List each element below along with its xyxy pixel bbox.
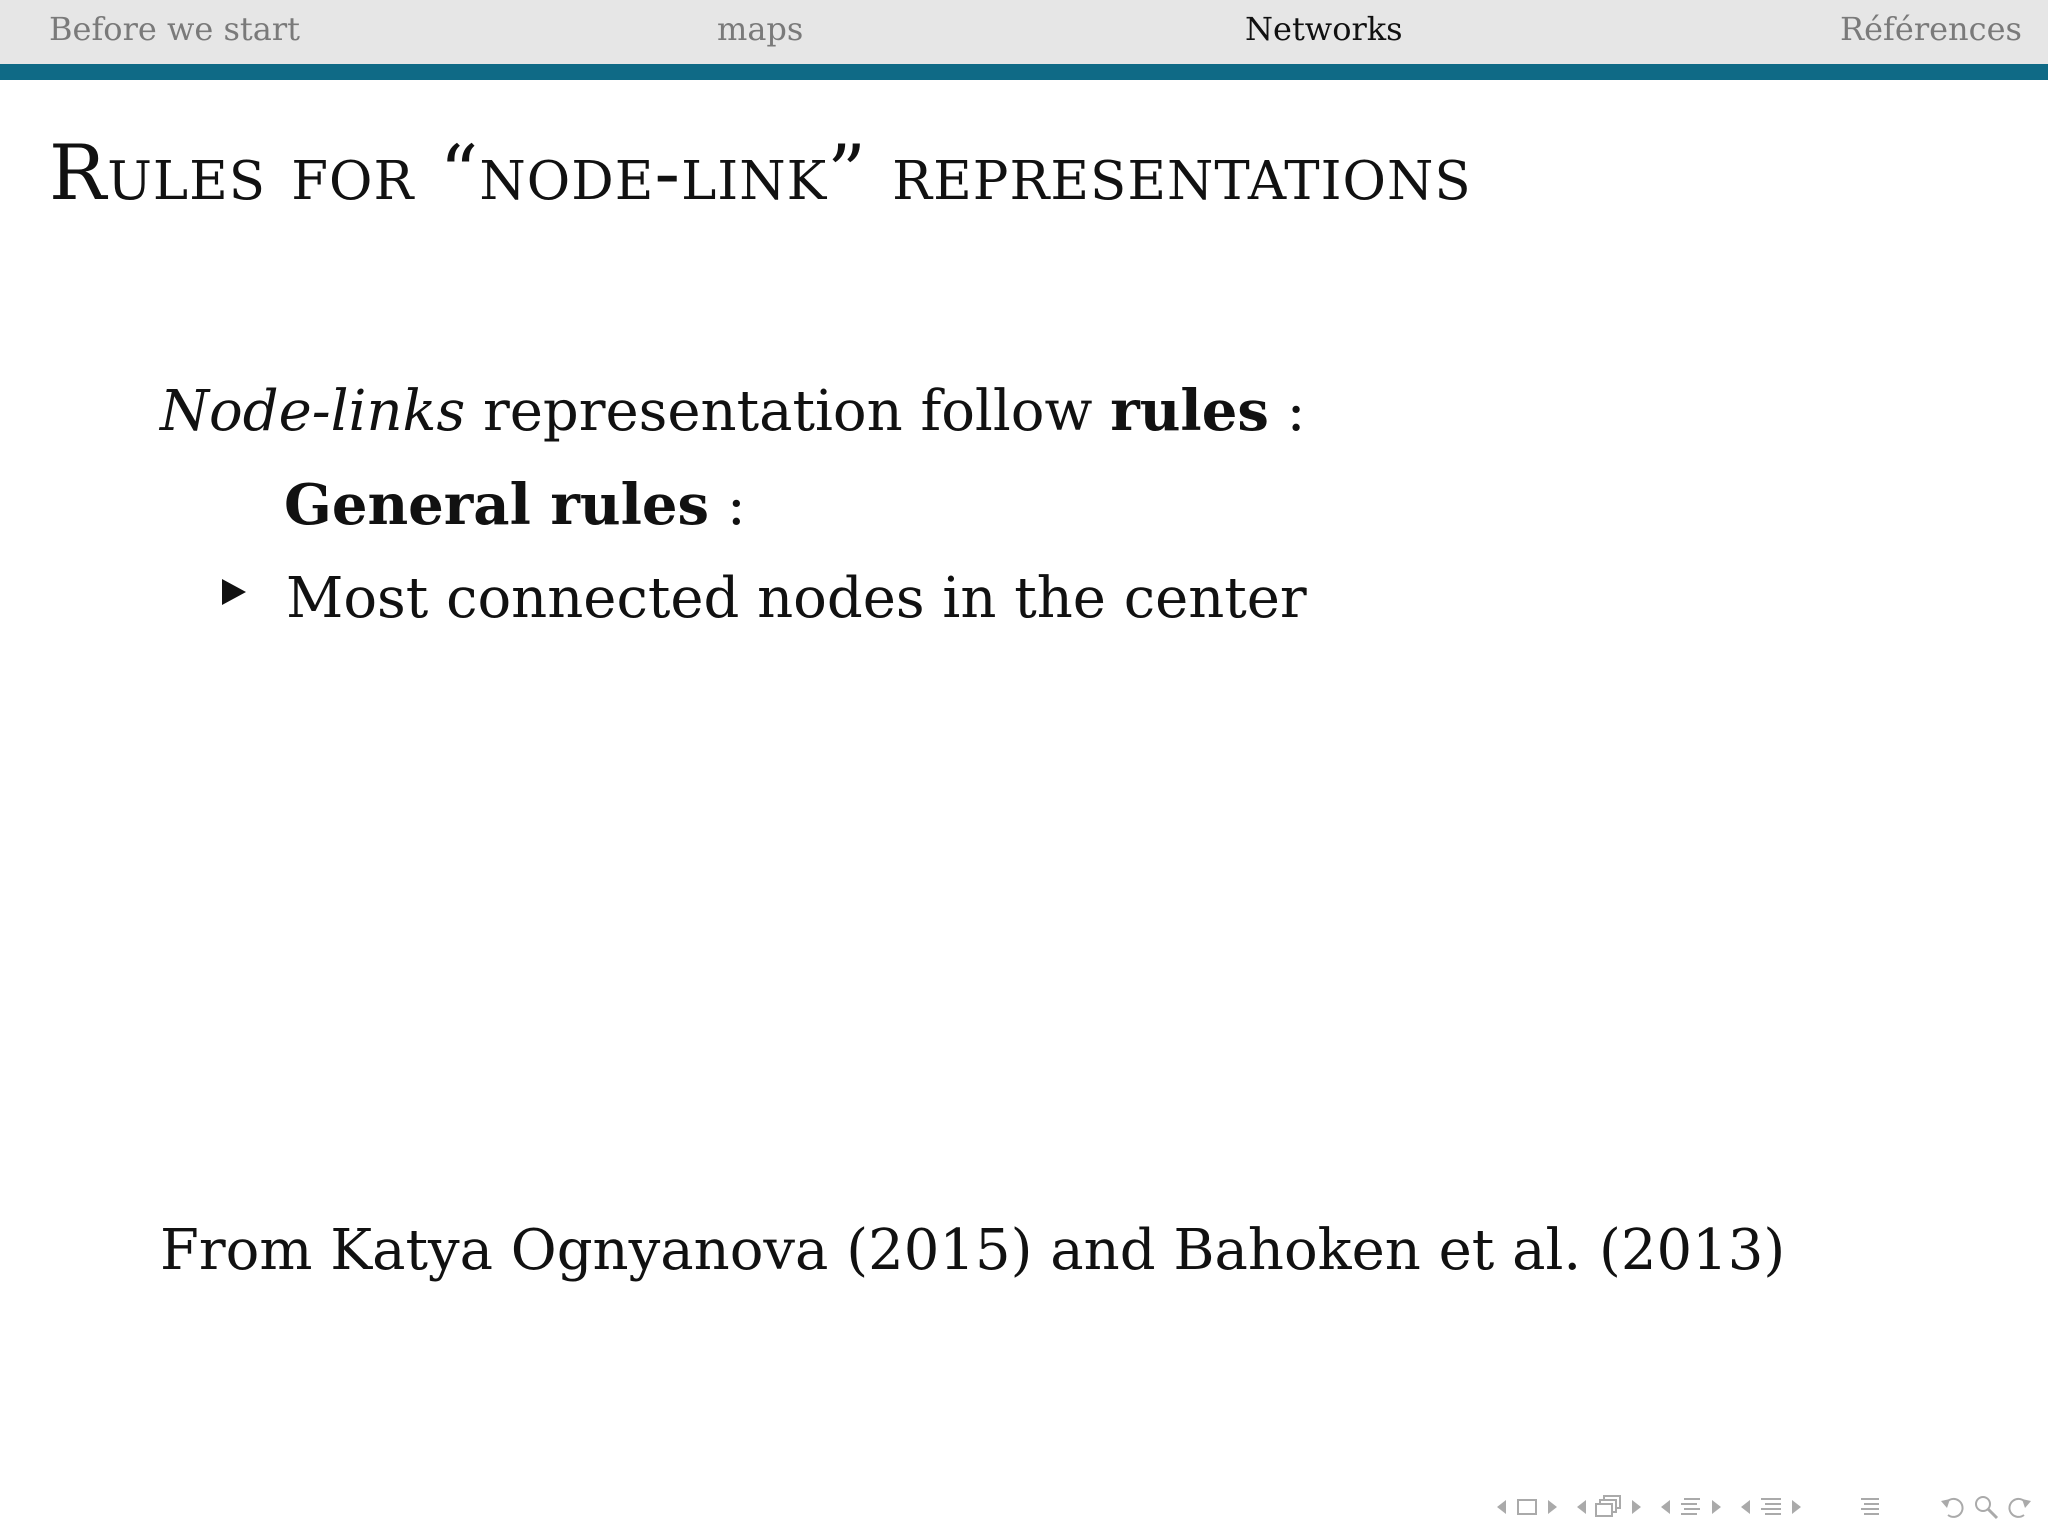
intro-bold-term: rules [1110,378,1269,444]
subsection-icon[interactable] [1594,1494,1624,1520]
subheading [284,472,746,538]
outline-icon[interactable] [1858,1494,1884,1520]
arrow-right-icon[interactable] [1546,1496,1560,1518]
section-list-icon[interactable] [1758,1494,1784,1520]
arrow-right-icon[interactable] [1710,1496,1724,1518]
nav-section-maps[interactable]: maps [717,10,804,48]
frame-icon[interactable] [1514,1496,1540,1518]
forward-icon[interactable] [2006,1493,2034,1521]
nav-section-before-we-start[interactable]: Before we start [49,10,300,48]
arrow-left-icon[interactable] [1574,1496,1588,1518]
arrow-left-icon[interactable] [1738,1496,1752,1518]
nav-section-networks[interactable]: Networks [1245,10,1403,48]
nav-section-references[interactable]: Références [1840,10,2022,48]
section-navigation-bar [0,0,2048,64]
intro-italic-term: Node-links [160,379,466,444]
search-icon[interactable] [1972,1493,2000,1521]
beamer-navigation-controls [1494,1492,2034,1522]
arrow-right-icon[interactable] [1630,1496,1644,1518]
source-citation: From Katya Ognyanova (2015) and Bahoken et al. (2013) [160,1218,1786,1283]
intro-text: representation follow [465,379,1111,444]
intro-suffix: : [1268,379,1306,444]
arrow-left-icon[interactable] [1494,1496,1508,1518]
bullet-text: Most connected nodes in the center [286,566,1307,631]
section-icon[interactable] [1678,1494,1704,1520]
subheading-bold: General rules [284,472,710,538]
back-icon[interactable] [1938,1493,1966,1521]
arrow-right-icon[interactable] [1790,1496,1804,1518]
header-rule [0,64,2048,80]
slide-title: Rules for “node-link” representations [49,128,1472,217]
subheading-suffix: : [709,473,746,538]
bullet-item [222,566,1307,631]
triangle-bullet-icon [222,579,246,605]
arrow-left-icon[interactable] [1658,1496,1672,1518]
intro-line [160,378,1306,444]
